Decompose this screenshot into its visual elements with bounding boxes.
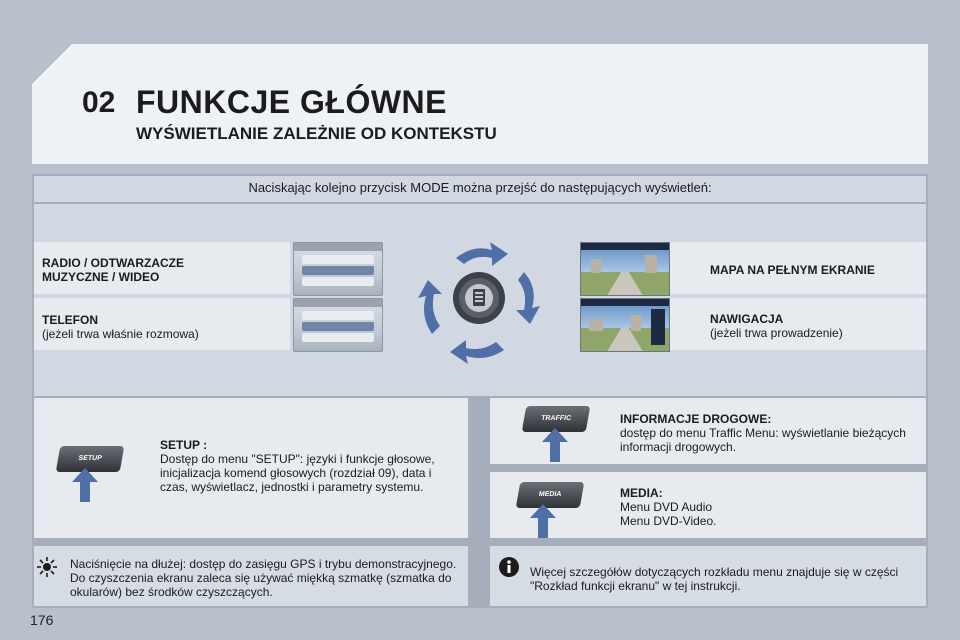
radio-screen-thumbnail	[293, 242, 383, 296]
setup-description: SETUP : Dostęp do menu "SETUP": języki i funkcje głosowe, inicjalizacja komend głosowych (rozdział 09), data i czas, wyświetlacz, jednostki i parametry systemu.	[160, 438, 435, 494]
page-title: FUNKCJE GŁÓWNE	[136, 84, 447, 120]
info-icon	[498, 556, 520, 578]
page-number: 176	[30, 612, 54, 628]
media-button[interactable]: MEDIA	[516, 482, 585, 508]
mode-phone-label: TELEFON (jeżeli trwa właśnie rozmowa)	[42, 313, 199, 341]
mode-map-label: MAPA NA PEŁNYM EKRANIE	[710, 263, 875, 277]
mode-radio-label: RADIO / ODTWARZACZE MUZYCZNE / WIDEO	[42, 256, 184, 284]
setup-button[interactable]: SETUP	[56, 446, 125, 472]
map-screen-thumbnail	[580, 242, 670, 296]
nav-screen-thumbnail	[580, 298, 670, 352]
chapter-number: 02	[82, 86, 116, 119]
intro-text: Naciskając kolejno przycisk MODE można przejść do następujących wyświetleń:	[248, 180, 712, 195]
traffic-button[interactable]: TRAFFIC	[522, 406, 591, 432]
press-arrow-icon	[72, 468, 98, 502]
mode-nav-label: NAWIGACJA (jeżeli trwa prowadzenie)	[710, 312, 843, 340]
press-arrow-icon	[542, 428, 568, 462]
tip-left-text: Naciśnięcie na dłużej: dostęp do zasięgu GPS i trybu demonstracyjnego. Do czyszczenia ekranu zaleca się używać miękką szmatkę (szmatka do okularów) bez środków czyszczących.	[70, 557, 457, 599]
sun-tip-icon	[36, 556, 58, 578]
tip-right-text: Więcej szczegółów dotyczących rozkładu menu znajduje się w części "Rozkład funkcji ekranu" w tej instrukcji.	[530, 565, 899, 593]
page-subtitle: WYŚWIETLANIE ZALEŻNIE OD KONTEKSTU	[136, 124, 497, 143]
phone-screen-thumbnail	[293, 298, 383, 352]
media-description: MEDIA: Menu DVD Audio Menu DVD-Video.	[620, 486, 717, 528]
traffic-description: INFORMACJE DROGOWE: dostęp do menu Traffic Menu: wyświetlanie bieżących informacji drogowych.	[620, 412, 906, 454]
mode-dial-icon	[404, 226, 554, 380]
press-arrow-icon	[530, 504, 556, 538]
